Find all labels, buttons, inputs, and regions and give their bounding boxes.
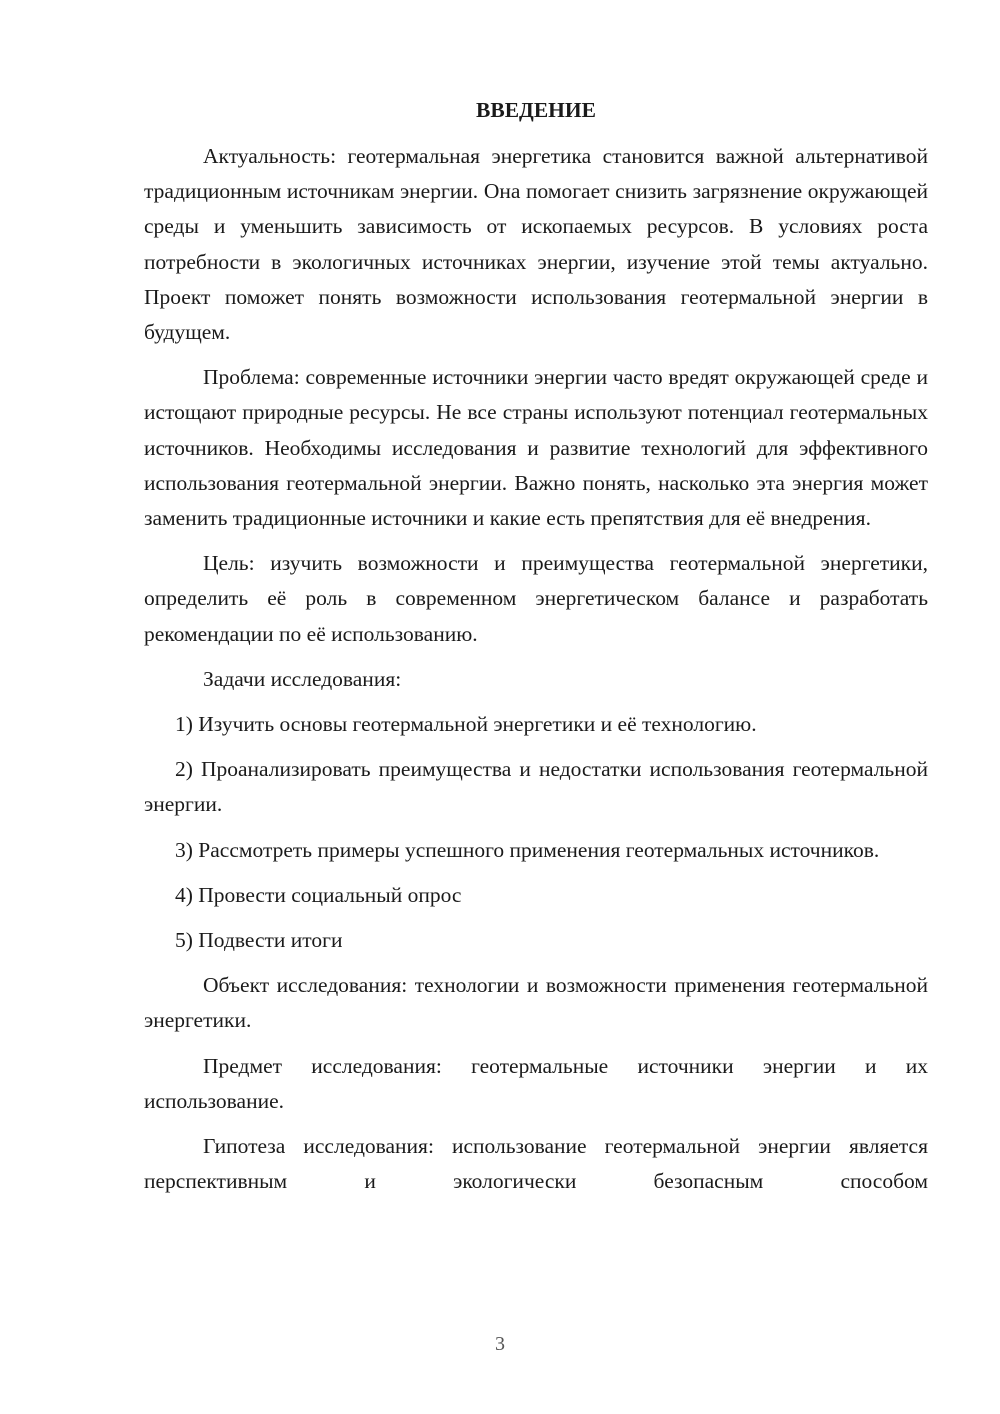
task-item-2: 2) Проанализировать преимущества и недостатки использования геотермальной энергии.	[144, 757, 928, 817]
paragraph-relevance: Актуальность: геотермальная энергетика становится важной альтернативой традиционным источникам энергии. Она помогает снизить загрязнение окружающей среды и уменьшить зависимость от ископаемых ресурсов. В условиях роста потребности в экологичных источниках энергии, изучение этой темы актуально. Проект поможет понять возможности использования геотермальной энергии в будущем.	[144, 144, 928, 345]
document-page	[144, 92, 928, 1199]
task-item-3: 3) Рассмотреть примеры успешного применения геотермальных источников.	[175, 837, 880, 862]
task-item-5: 5) Подвести итоги	[175, 928, 343, 953]
paragraph-goal: Цель: изучить возможности и преимущества геотермальной энергетики, определить её роль в современном энергетическом балансе и разработать рекомендации по её использованию.	[144, 551, 928, 646]
page-number: 3	[495, 1333, 505, 1355]
paragraph-hypothesis: Гипотеза исследования: использование геотермальной энергии является перспективным и экологически безопасным способом	[144, 1134, 928, 1194]
paragraph-subject: Предмет исследования: геотермальные источники энергии и их использование.	[144, 1053, 928, 1113]
paragraph-object: Объект исследования: технологии и возможности применения геотермальной энергетики.	[144, 973, 928, 1033]
task-item-1: 1) Изучить основы геотермальной энергетики и её технологию.	[175, 712, 757, 737]
tasks-heading: Задачи исследования:	[203, 666, 402, 691]
task-item-4: 4) Провести социальный опрос	[175, 882, 462, 907]
paragraph-problem: Проблема: современные источники энергии часто вредят окружающей среде и истощают природные ресурсы. Не все страны используют потенциал геотермальных источников. Необходимы исследования и развитие технологий для эффективного использования геотермальной энергии. Важно понять, насколько эта энергия может заменить традиционные источники и какие есть препятствия для её внедрения.	[144, 365, 928, 531]
section-title: ВВЕДЕНИЕ	[476, 98, 596, 122]
